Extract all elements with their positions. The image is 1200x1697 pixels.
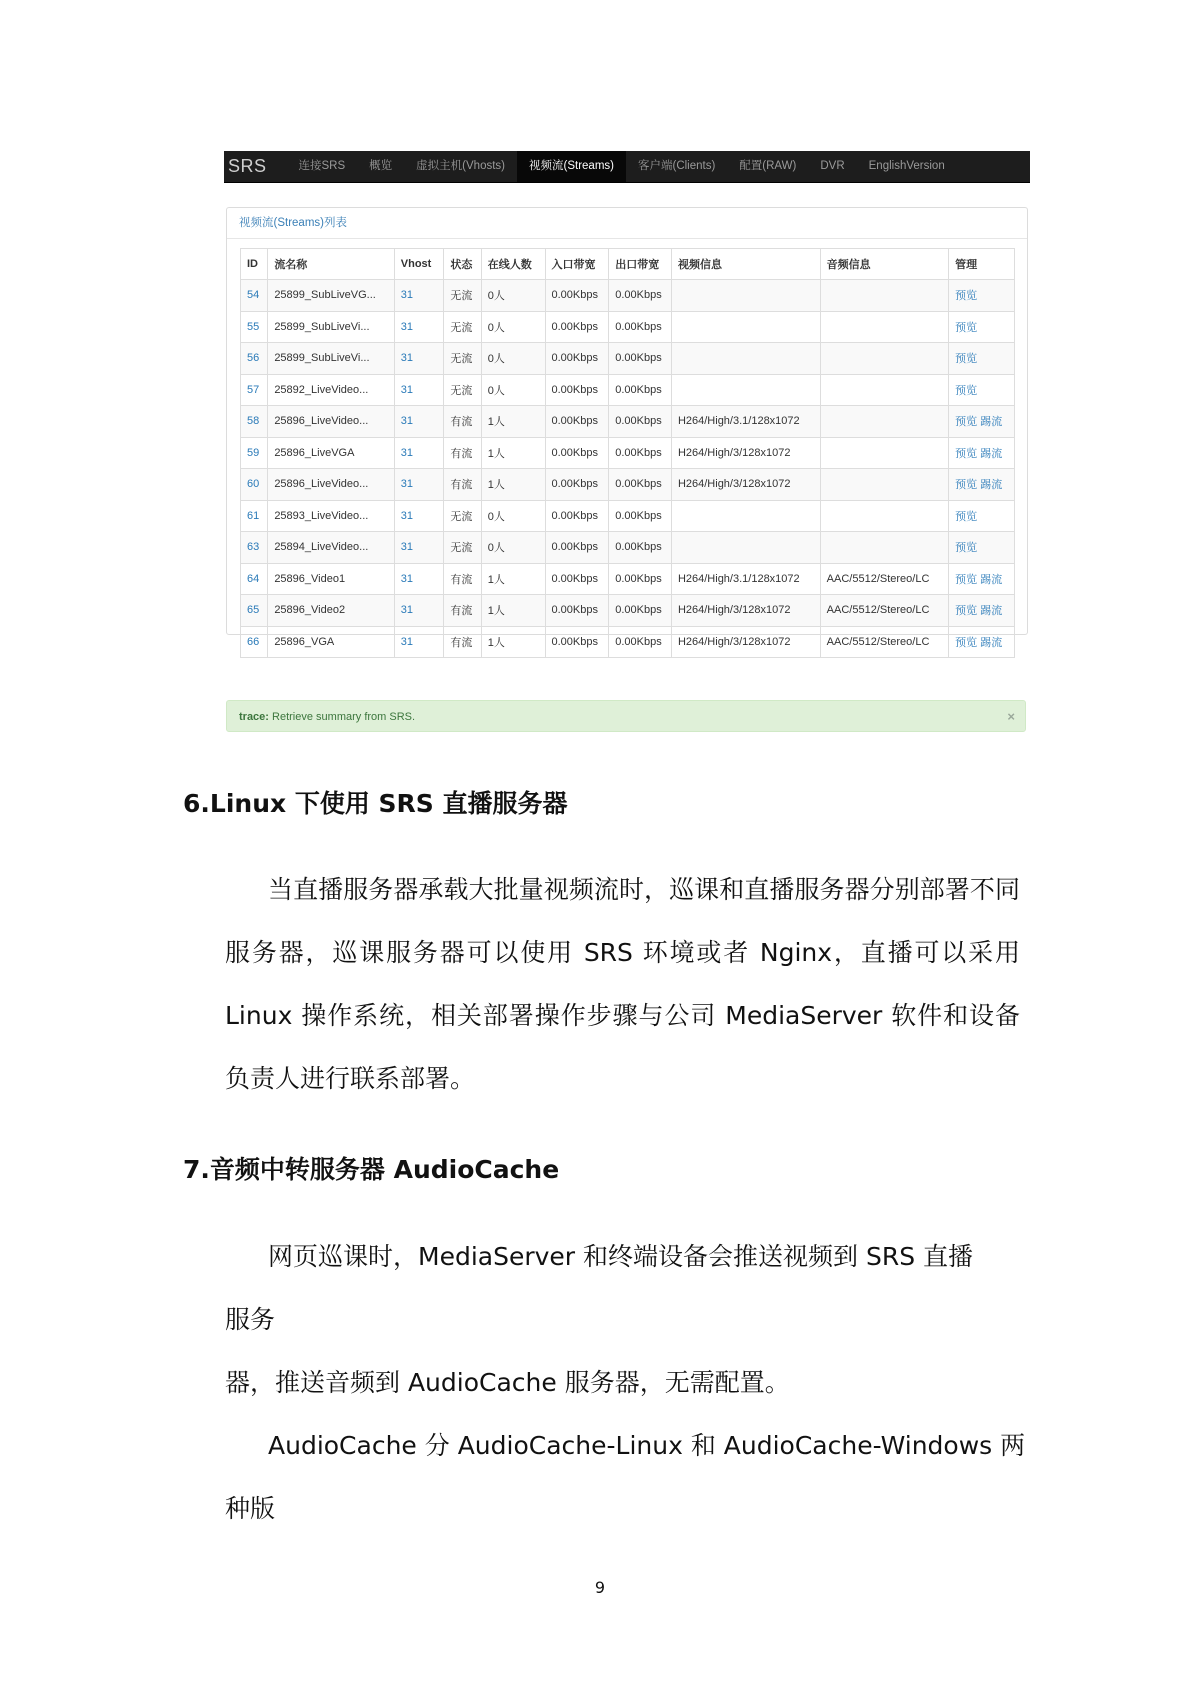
cell-video-info	[671, 532, 820, 564]
cell-manage	[949, 469, 1015, 501]
section-7-line-2: 服务	[225, 1305, 276, 1334]
cell-status: 有流	[444, 469, 481, 501]
cell-online: 0人	[481, 343, 545, 375]
cell-status: 有流	[444, 406, 481, 438]
table-row	[241, 437, 1015, 469]
preview-link[interactable]: 预览	[955, 416, 978, 429]
cell-id[interactable]: 59	[241, 437, 268, 469]
table-row	[241, 374, 1015, 406]
cell-out-bandwidth: 0.00Kbps	[609, 343, 672, 375]
cell-stream-name: 25893_LiveVideo...	[268, 500, 394, 532]
cell-video-info	[671, 374, 820, 406]
cell-status: 有流	[444, 595, 481, 627]
cell-vhost[interactable]: 31	[394, 374, 444, 406]
page-number: 9	[594, 1578, 606, 1597]
cell-status: 有流	[444, 626, 481, 658]
preview-link[interactable]: 预览	[955, 447, 978, 460]
preview-link[interactable]: 预览	[955, 510, 978, 523]
nav-item-config[interactable]: 配置(RAW)	[739, 160, 797, 172]
cell-stream-name: 25899_SubLiveVi...	[268, 311, 394, 343]
cell-online: 1人	[481, 469, 545, 501]
table-header-row	[241, 249, 1015, 280]
cell-online: 0人	[481, 311, 545, 343]
col-header-manage: 管理	[949, 249, 1015, 280]
cell-audio-info	[820, 500, 948, 532]
cell-stream-name: 25896_LiveVideo...	[268, 469, 394, 501]
cell-status: 有流	[444, 437, 481, 469]
preview-link[interactable]: 预览	[955, 605, 978, 618]
cell-in-bandwidth: 0.00Kbps	[545, 311, 609, 343]
nav-item-overview[interactable]: 概览	[369, 160, 393, 172]
cell-video-info	[671, 343, 820, 375]
cell-in-bandwidth: 0.00Kbps	[545, 626, 609, 658]
cell-audio-info	[820, 343, 948, 375]
cell-stream-name: 25896_LiveVideo...	[268, 406, 394, 438]
cell-video-info: H264/High/3.1/128x1072	[671, 563, 820, 595]
cell-id[interactable]: 65	[241, 595, 268, 627]
table-row	[241, 532, 1015, 564]
section-7-line-4: AudioCache 分 AudioCache-Linux 和 AudioCache-Windows 两	[268, 1431, 1026, 1460]
section-7-line-1: 网页巡课时，MediaServer 和终端设备会推送视频到 SRS 直播	[268, 1242, 974, 1271]
cell-vhost[interactable]: 31	[394, 311, 444, 343]
cell-audio-info	[820, 374, 948, 406]
cell-video-info: H264/High/3/128x1072	[671, 595, 820, 627]
srs-console-screenshot	[224, 151, 1030, 735]
cell-stream-name: 25899_SubLiveVG...	[268, 280, 394, 312]
kick-stream-link[interactable]: 踢流	[980, 447, 1003, 460]
cell-stream-name: 25899_SubLiveVi...	[268, 343, 394, 375]
cell-id[interactable]: 55	[241, 311, 268, 343]
kick-stream-link[interactable]: 踢流	[980, 605, 1003, 618]
cell-audio-info	[820, 280, 948, 312]
cell-vhost[interactable]: 31	[394, 406, 444, 438]
cell-id[interactable]: 56	[241, 343, 268, 375]
table-row	[241, 406, 1015, 438]
top-navbar	[224, 151, 1030, 183]
cell-audio-info: AAC/5512/Stereo/LC	[820, 595, 948, 627]
streams-table-body	[241, 280, 1015, 658]
cell-vhost[interactable]: 31	[394, 343, 444, 375]
cell-in-bandwidth: 0.00Kbps	[545, 437, 609, 469]
cell-in-bandwidth: 0.00Kbps	[545, 343, 609, 375]
cell-vhost[interactable]: 31	[394, 563, 444, 595]
cell-id[interactable]: 60	[241, 469, 268, 501]
cell-out-bandwidth: 0.00Kbps	[609, 280, 672, 312]
cell-manage	[949, 437, 1015, 469]
cell-manage	[949, 626, 1015, 658]
cell-vhost[interactable]: 31	[394, 500, 444, 532]
cell-audio-info: AAC/5512/Stereo/LC	[820, 563, 948, 595]
cell-id[interactable]: 57	[241, 374, 268, 406]
cell-out-bandwidth: 0.00Kbps	[609, 311, 672, 343]
section-7-line-5: 种版	[225, 1494, 276, 1523]
cell-video-info: H264/High/3.1/128x1072	[671, 406, 820, 438]
cell-in-bandwidth: 0.00Kbps	[545, 374, 609, 406]
streams-table	[240, 248, 1015, 658]
cell-manage	[949, 406, 1015, 438]
cell-in-bandwidth: 0.00Kbps	[545, 406, 609, 438]
kick-stream-link[interactable]: 踢流	[980, 573, 1003, 586]
cell-out-bandwidth: 0.00Kbps	[609, 406, 672, 438]
cell-id[interactable]: 58	[241, 406, 268, 438]
preview-link[interactable]: 预览	[955, 290, 978, 303]
cell-status: 有流	[444, 563, 481, 595]
cell-online: 1人	[481, 406, 545, 438]
cell-id[interactable]: 63	[241, 532, 268, 564]
col-header-status: 状态	[444, 249, 481, 280]
cell-status: 无流	[444, 311, 481, 343]
cell-manage	[949, 343, 1015, 375]
cell-stream-name: 25896_Video2	[268, 595, 394, 627]
col-header-id: ID	[241, 249, 268, 280]
cell-status: 无流	[444, 280, 481, 312]
nav-item-english[interactable]: EnglishVersion	[868, 160, 945, 172]
cell-status: 无流	[444, 374, 481, 406]
cell-out-bandwidth: 0.00Kbps	[609, 469, 672, 501]
panel-title: 视频流(Streams)列表	[227, 208, 1027, 239]
preview-link[interactable]: 预览	[955, 353, 978, 366]
cell-stream-name: 25896_VGA	[268, 626, 394, 658]
cell-video-info: H264/High/3/128x1072	[671, 626, 820, 658]
cell-online: 0人	[481, 280, 545, 312]
table-row	[241, 595, 1015, 627]
table-row	[241, 469, 1015, 501]
preview-link[interactable]: 预览	[955, 384, 978, 397]
section-6-paragraph: 当直播服务器承载大批量视频流时，巡课和直播服务器分别部署不同服务器，巡课服务器可以使用 SRS 环境或者 Nginx，直播可以采用 Linux 操作系统，相关部署操作步骤与公司 MediaServer 软件和设备负责人进行联系部署。	[225, 875, 1020, 1093]
cell-id[interactable]: 54	[241, 280, 268, 312]
cell-id[interactable]: 66	[241, 626, 268, 658]
cell-audio-info	[820, 406, 948, 438]
cell-id[interactable]: 64	[241, 563, 268, 595]
cell-manage	[949, 374, 1015, 406]
nav-item-vhosts[interactable]: 虚拟主机(Vhosts)	[416, 160, 505, 172]
cell-audio-info	[820, 532, 948, 564]
preview-link[interactable]: 预览	[955, 573, 978, 586]
col-header-name: 流名称	[268, 249, 394, 280]
alert-message: Retrieve summary from SRS.	[272, 711, 416, 723]
cell-online: 0人	[481, 532, 545, 564]
nav-item-streams[interactable]: 视频流(Streams)	[517, 151, 626, 182]
cell-stream-name: 25896_Video1	[268, 563, 394, 595]
cell-stream-name: 25896_LiveVGA	[268, 437, 394, 469]
cell-out-bandwidth: 0.00Kbps	[609, 437, 672, 469]
cell-vhost[interactable]: 31	[394, 437, 444, 469]
table-row	[241, 500, 1015, 532]
cell-audio-info	[820, 469, 948, 501]
preview-link[interactable]: 预览	[955, 479, 978, 492]
cell-out-bandwidth: 0.00Kbps	[609, 374, 672, 406]
trace-alert	[226, 700, 1026, 732]
table-row	[241, 311, 1015, 343]
cell-video-info	[671, 311, 820, 343]
kick-stream-link[interactable]: 踢流	[980, 636, 1003, 649]
cell-vhost[interactable]: 31	[394, 469, 444, 501]
cell-manage	[949, 500, 1015, 532]
close-icon[interactable]: ×	[1007, 709, 1015, 724]
cell-out-bandwidth: 0.00Kbps	[609, 595, 672, 627]
cell-in-bandwidth: 0.00Kbps	[545, 280, 609, 312]
brand-logo[interactable]: SRS	[228, 156, 267, 176]
cell-video-info: H264/High/3/128x1072	[671, 469, 820, 501]
cell-manage	[949, 280, 1015, 312]
cell-in-bandwidth: 0.00Kbps	[545, 563, 609, 595]
cell-out-bandwidth: 0.00Kbps	[609, 500, 672, 532]
cell-vhost[interactable]: 31	[394, 595, 444, 627]
cell-vhost[interactable]: 31	[394, 532, 444, 564]
section-heading-6: 6.Linux 下使用 SRS 直播服务器	[183, 789, 568, 818]
col-header-online: 在线人数	[481, 249, 545, 280]
cell-out-bandwidth: 0.00Kbps	[609, 532, 672, 564]
cell-video-info	[671, 500, 820, 532]
cell-video-info	[671, 280, 820, 312]
cell-out-bandwidth: 0.00Kbps	[609, 563, 672, 595]
cell-in-bandwidth: 0.00Kbps	[545, 532, 609, 564]
cell-in-bandwidth: 0.00Kbps	[545, 595, 609, 627]
streams-panel	[226, 207, 1028, 649]
cell-vhost[interactable]: 31	[394, 280, 444, 312]
cell-online: 1人	[481, 437, 545, 469]
nav-item-clients[interactable]: 客户端(Clients)	[637, 160, 716, 172]
cell-online: 1人	[481, 595, 545, 627]
cell-stream-name: 25892_LiveVideo...	[268, 374, 394, 406]
cell-online: 1人	[481, 626, 545, 658]
kick-stream-link[interactable]: 踢流	[980, 416, 1003, 429]
table-row	[241, 563, 1015, 595]
alert-label: trace:	[239, 711, 269, 723]
cell-id[interactable]: 61	[241, 500, 268, 532]
col-header-out-bandwidth: 出口带宽	[609, 249, 672, 280]
cell-manage	[949, 595, 1015, 627]
preview-link[interactable]: 预览	[955, 321, 978, 334]
cell-online: 1人	[481, 563, 545, 595]
kick-stream-link[interactable]: 踢流	[980, 479, 1003, 492]
cell-manage	[949, 563, 1015, 595]
cell-vhost[interactable]: 31	[394, 626, 444, 658]
cell-audio-info	[820, 437, 948, 469]
section-heading-7: 7.音频中转服务器 AudioCache	[183, 1155, 560, 1184]
cell-audio-info	[820, 311, 948, 343]
cell-online: 0人	[481, 500, 545, 532]
cell-in-bandwidth: 0.00Kbps	[545, 469, 609, 501]
cell-in-bandwidth: 0.00Kbps	[545, 500, 609, 532]
nav-item-connect[interactable]: 连接SRS	[298, 160, 346, 172]
section-7-line-3: 器，推送音频到 AudioCache 服务器，无需配置。	[225, 1368, 790, 1397]
cell-video-info: H264/High/3/128x1072	[671, 437, 820, 469]
table-row	[241, 343, 1015, 375]
preview-link[interactable]: 预览	[955, 542, 978, 555]
cell-manage	[949, 311, 1015, 343]
col-header-vhost: Vhost	[394, 249, 444, 280]
cell-status: 无流	[444, 532, 481, 564]
col-header-video-info: 视频信息	[671, 249, 820, 280]
cell-audio-info: AAC/5512/Stereo/LC	[820, 626, 948, 658]
preview-link[interactable]: 预览	[955, 636, 978, 649]
cell-manage	[949, 532, 1015, 564]
cell-status: 无流	[444, 343, 481, 375]
col-header-audio-info: 音频信息	[820, 249, 948, 280]
col-header-in-bandwidth: 入口带宽	[545, 249, 609, 280]
cell-stream-name: 25894_LiveVideo...	[268, 532, 394, 564]
nav-item-dvr[interactable]: DVR	[820, 160, 845, 172]
cell-out-bandwidth: 0.00Kbps	[609, 626, 672, 658]
cell-status: 无流	[444, 500, 481, 532]
table-row	[241, 626, 1015, 658]
cell-online: 0人	[481, 374, 545, 406]
table-row	[241, 280, 1015, 312]
